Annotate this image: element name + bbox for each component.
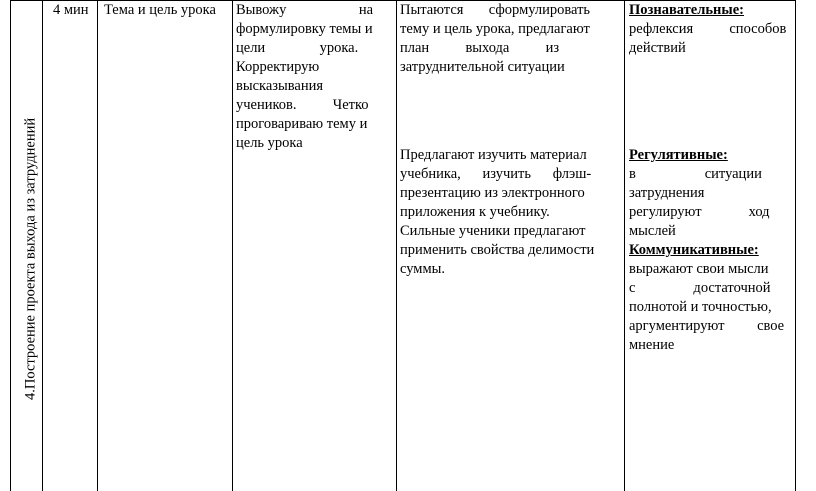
students-line: приложения к учебнику. [400, 204, 550, 220]
communicative-line: с достаточной [629, 280, 771, 296]
students-line: тему и цель урока, предлагают [400, 21, 590, 37]
stage-cell [10, 0, 52, 491]
content-cell [104, 1, 230, 20]
regulative-title: Регулятивные: [629, 147, 728, 163]
teacher-line: Вывожу на [236, 2, 374, 18]
teacher-cell [236, 1, 391, 153]
grid-line [97, 0, 98, 491]
regulative-line: регулируют ход [629, 204, 770, 220]
students-line: Сильные ученики предлагают [400, 223, 586, 239]
teacher-line: высказывания [236, 78, 324, 94]
grid-line [624, 0, 625, 491]
uud-cognitive [629, 1, 791, 58]
regulative-line: мыслей [629, 223, 676, 239]
stage-label: 4.Построение проекта выхода из затруднений [22, 117, 39, 400]
communicative-line: аргументируют свое [629, 318, 785, 334]
students-line: затруднительной ситуации [400, 59, 565, 75]
communicative-line: выражают свои мысли [629, 261, 769, 277]
teacher-line: формулировку темы и [236, 21, 373, 37]
regulative-line: затруднения [629, 185, 705, 201]
students-line: учебника, изучить флэш- [400, 166, 592, 182]
teacher-line: цели урока. [236, 40, 359, 56]
cognitive-title: Познавательные: [629, 2, 744, 18]
time-cell [53, 1, 93, 20]
teacher-line: проговариваю тему и [236, 116, 368, 132]
students-block-2 [400, 146, 620, 279]
students-line: Пытаются сформулировать [400, 2, 591, 18]
students-block-1 [400, 1, 620, 77]
cognitive-line: рефлексия способов [629, 21, 787, 37]
students-line: применить свойства делимости [400, 242, 595, 258]
students-line: план выхода из [400, 40, 560, 56]
regulative-line: в ситуации [629, 166, 762, 182]
time-value: 4 мин [53, 2, 89, 18]
students-line: суммы. [400, 261, 446, 277]
cognitive-line: действий [629, 40, 686, 56]
grid-line [232, 0, 233, 491]
students-line: Предлагают изучить материал [400, 147, 587, 163]
grid-line [396, 0, 397, 491]
grid-line [795, 0, 796, 491]
teacher-line: учеников. Четко [236, 97, 369, 113]
communicative-line: полнотой и точностью, [629, 299, 772, 315]
uud-regulative [629, 146, 791, 355]
content-text: Тема и цель урока [104, 2, 216, 18]
teacher-line: Корректирую [236, 59, 320, 75]
teacher-line: цель урока [236, 135, 303, 151]
students-line: презентацию из электронного [400, 185, 585, 201]
communicative-title: Коммуникативные: [629, 242, 759, 258]
communicative-line: мнение [629, 337, 675, 353]
